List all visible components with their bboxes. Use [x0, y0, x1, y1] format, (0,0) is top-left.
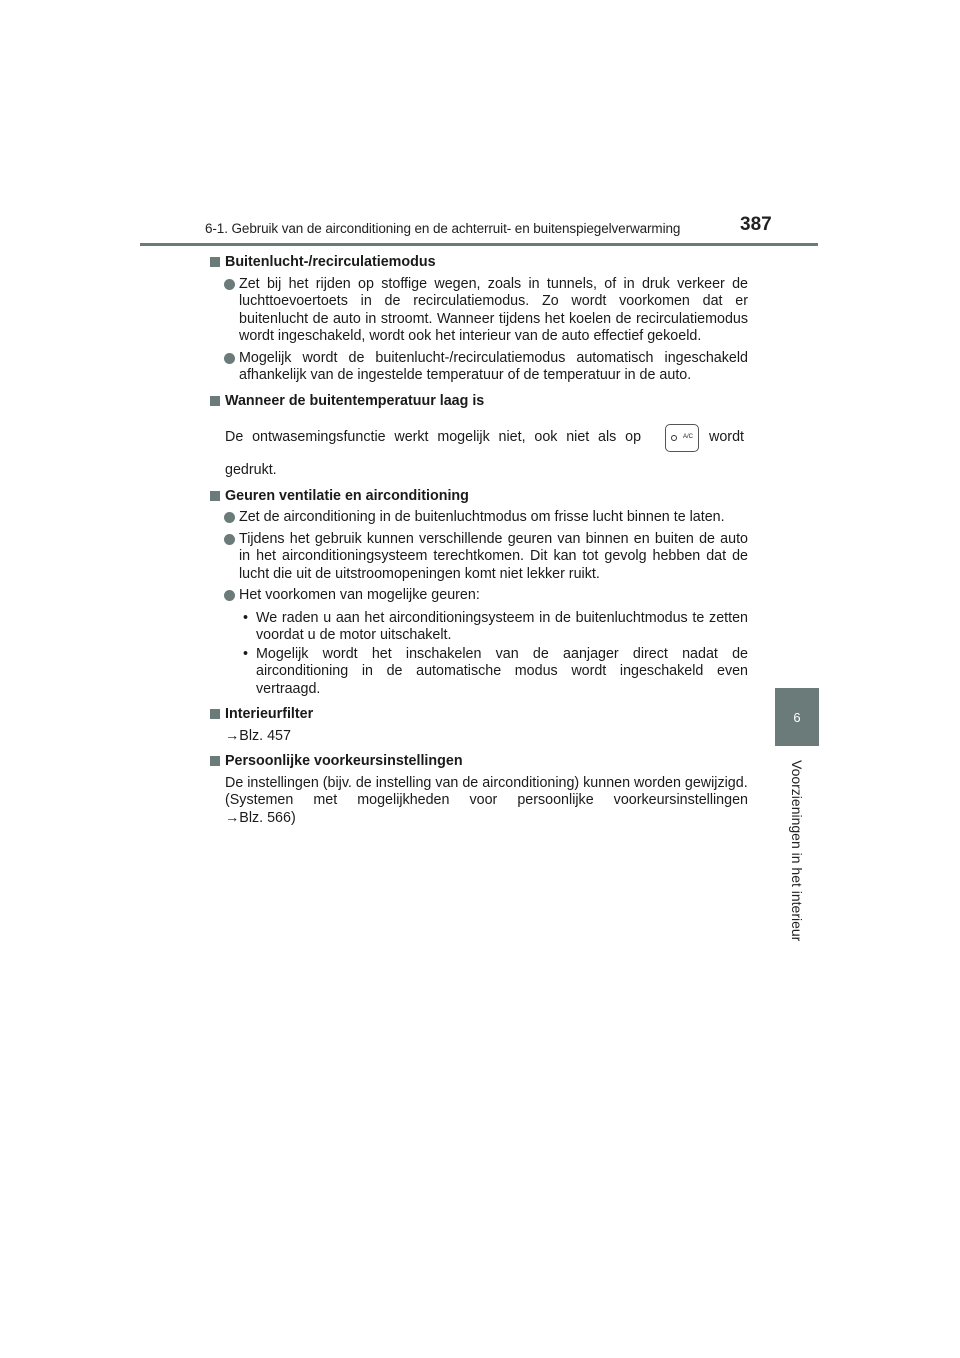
paragraph — [210, 424, 748, 452]
page-number: 387 — [740, 214, 772, 235]
square-bullet-icon — [210, 396, 220, 406]
small-bullet-icon: • — [243, 645, 249, 662]
heading-text: Buitenlucht-/recirculatiemodus — [225, 254, 436, 270]
small-bullet-icon: • — [243, 609, 249, 626]
bullet-text: Zet de airconditioning in de buitenluchtmodus om frisse lucht binnen te laten. — [239, 509, 725, 525]
paragraph: gedrukt. — [225, 462, 277, 478]
paragraph: De instellingen (bijv. de instelling van de airconditioning) kunnen worden gewijzigd. — [225, 774, 748, 791]
sub-item-text: Mogelijk wordt het inschakelen van de aanjager direct nadat de airconditioning in de automatische modus wordt ingeschakeld even vertraagd. — [256, 645, 748, 697]
paragraph-text: wordt — [709, 429, 744, 446]
circle-bullet-icon — [224, 534, 235, 545]
section-heading — [210, 753, 748, 771]
section-header: 6-1. Gebruik van de airconditioning en de achterruit- en buitenspiegelverwarming — [205, 221, 681, 236]
heading-text: Persoonlijke voorkeursinstellingen — [225, 753, 463, 769]
square-bullet-icon — [210, 709, 220, 719]
sub-item — [210, 610, 748, 645]
sub-item-text: We raden u aan het airconditioningsysteem in de buitenluchtmodus te zetten voordat u de motor uitschakelt. — [256, 609, 748, 643]
chapter-title: Voorzieningen in het interieur — [789, 760, 805, 942]
circle-bullet-icon — [224, 353, 235, 364]
section-heading — [210, 393, 748, 411]
ac-button-label: A/C — [683, 434, 694, 441]
paragraph-text: De ontwasemingsfunctie werkt mogelijk niet, ook niet als op — [225, 429, 642, 446]
bullet-item — [210, 509, 748, 527]
square-bullet-icon — [210, 257, 220, 267]
heading-text: Geuren ventilatie en airconditioning — [225, 487, 469, 504]
paragraph: →Blz. 566) — [225, 809, 296, 826]
bullet-item — [210, 531, 748, 584]
bullet-item — [210, 587, 748, 605]
chapter-number: 6 — [793, 709, 801, 725]
heading-text: Wanneer de buitentemperatuur laag is — [225, 392, 485, 409]
square-bullet-icon — [210, 756, 220, 766]
bullet-text: Tijdens het gebruik kunnen verschillende geuren van binnen en buiten de auto in het airconditioningsysteem terechtkomen. Dit kan tot gevolg hebben dat de lucht die uit de uitstroomopeningen komt niet lekker ruikt. — [239, 530, 748, 582]
bullet-item — [210, 350, 748, 385]
section-heading — [210, 488, 748, 506]
section-heading — [210, 706, 748, 724]
sub-item — [210, 646, 748, 699]
page-reference: →Blz. 457 — [225, 727, 291, 744]
bullet-text: Het voorkomen van mogelijke geuren: — [239, 587, 480, 603]
ac-button-icon — [665, 424, 699, 452]
circle-bullet-icon — [224, 279, 235, 290]
bullet-text: Mogelijk wordt de buitenlucht-/recirculatiemodus automatisch ingeschakeld afhankelijk van de ingestelde temperatuur of de temperatuur in de auto. — [239, 349, 748, 383]
bullet-text: Zet bij het rijden op stoffige wegen, zoals in tunnels, of in druk verkeer de luchttoevoertoets in de recirculatiemodus. Zo wordt voorkomen dat er buitenlucht de auto in stroomt. Wanneer tijdens het koelen de recirculatiemodus wordt ingeschakeld, wordt ook het interieur van de auto effectief gekoeld. — [239, 275, 748, 344]
header-rule — [140, 243, 818, 246]
page-content — [210, 254, 748, 827]
square-bullet-icon — [210, 491, 220, 501]
circle-bullet-icon — [224, 512, 235, 523]
circle-bullet-icon — [224, 590, 235, 601]
paragraph: (Systemen met mogelijkheden voor persoonlijke voorkeursinstellingen — [225, 792, 748, 808]
indicator-icon — [671, 435, 677, 441]
section-heading — [210, 254, 748, 272]
heading-text: Interieurfilter — [225, 706, 314, 722]
chapter-title-wrap — [775, 760, 819, 950]
bullet-item — [210, 276, 748, 346]
chapter-tab — [775, 688, 819, 746]
